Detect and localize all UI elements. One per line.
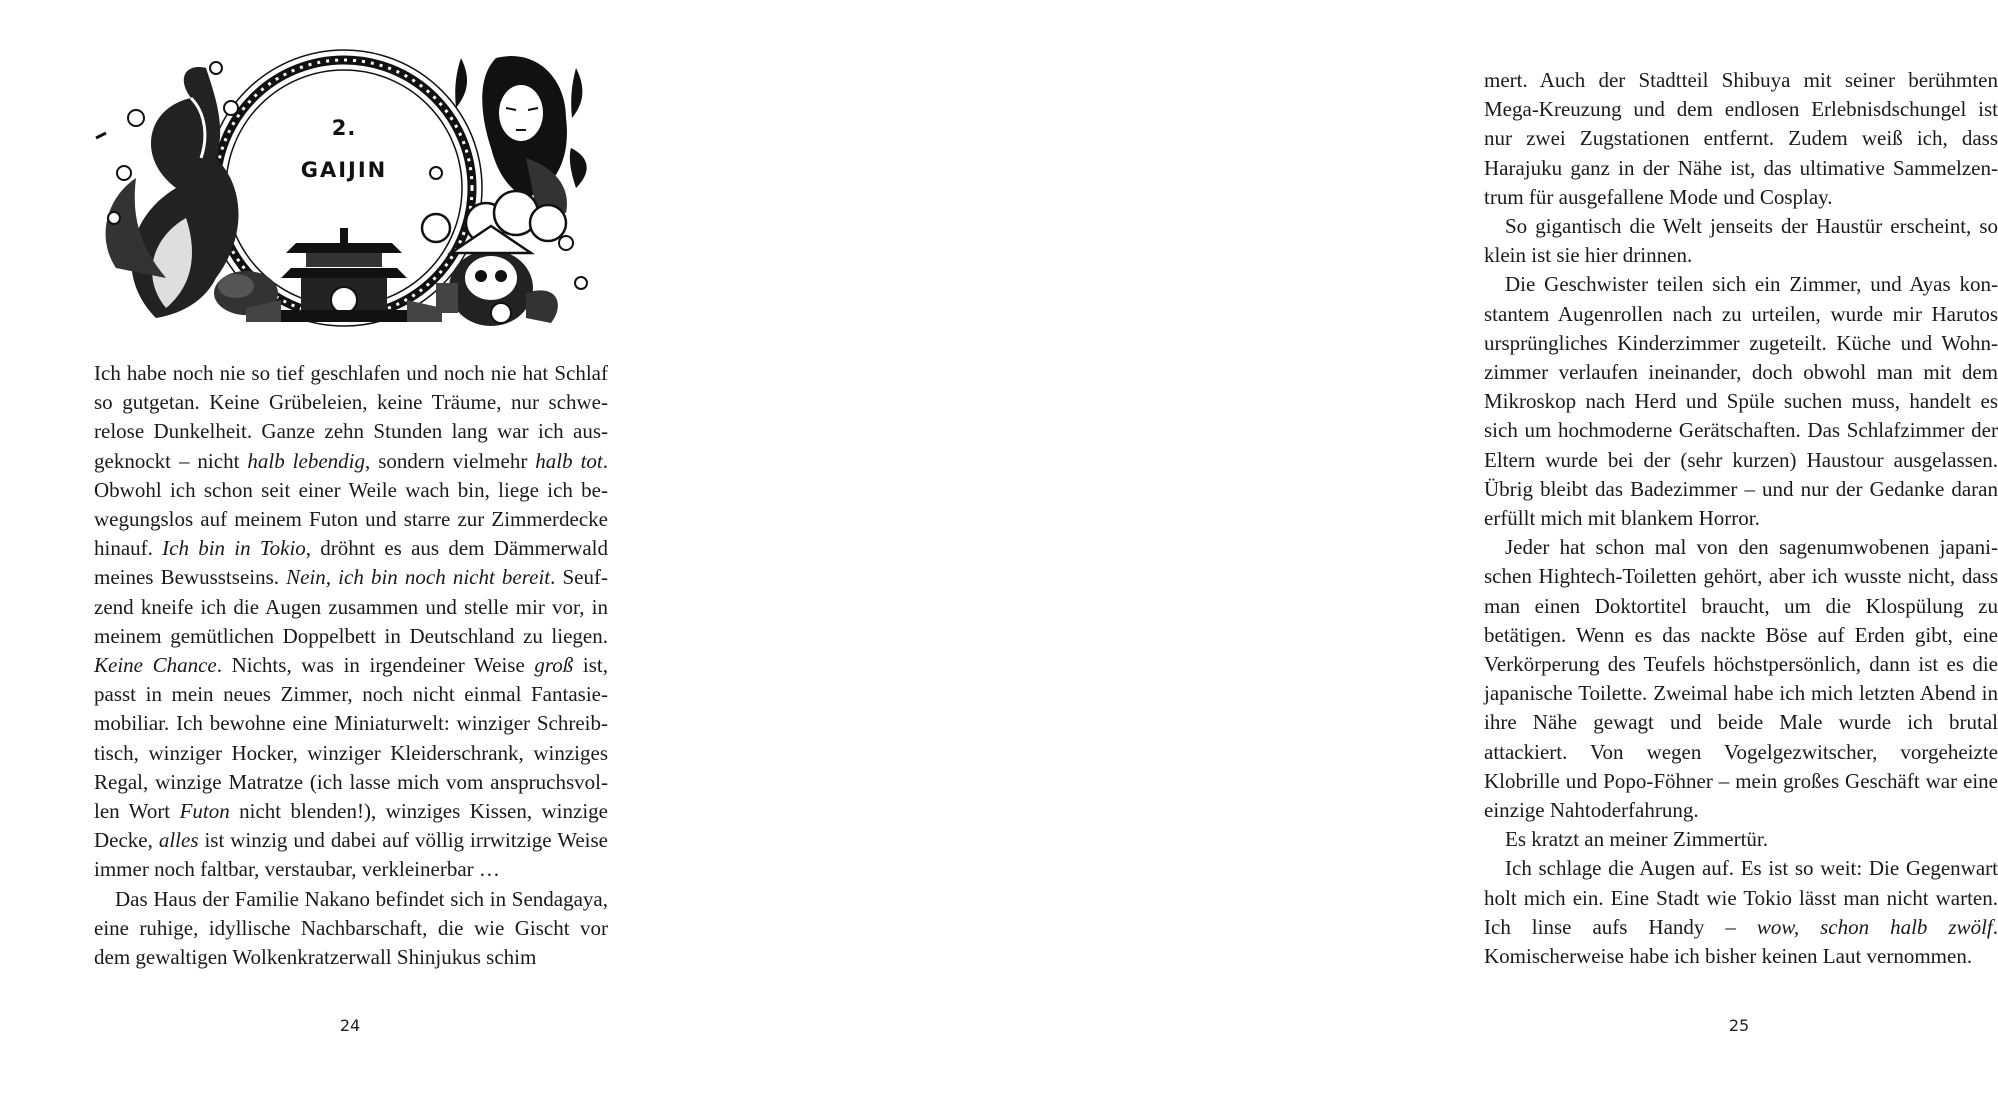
italic-text: halb lebendig: [247, 448, 365, 473]
italic-text: Keine Chance: [94, 653, 217, 678]
paragraph: [1484, 66, 1998, 212]
paragraph: [1484, 533, 1998, 825]
italic-text: Futon: [179, 799, 230, 824]
chapter-title: GAIJIN: [300, 158, 388, 182]
paragraph: [1484, 854, 1998, 971]
text-run: Ich schlage die Augen auf. Es ist so weit: Die Gegenwart holt mich ein. Eine Stadt wie Tokio lässt man nicht warten. Ich linse aufs Handy –: [1484, 856, 1998, 939]
italic-text: halb tot: [535, 448, 603, 473]
text-run: . Nichts, was in irgendeiner Weise: [216, 653, 535, 678]
text-run: , sondern vielmehr: [365, 448, 536, 473]
text-run: So gigantisch die Welt jenseits der Haustür erscheint, so klein ist sie hier drinnen.: [1484, 214, 1998, 268]
right-page-number: 25: [1728, 1016, 1750, 1035]
italic-text: Nein, ich bin noch nicht bereit: [286, 565, 551, 590]
text-run: . Seufzend kneife ich die Augen zusammen und stelle mir vor, in meinem gemütlichen Doppelbett in Deutschland zu liegen.: [94, 565, 608, 648]
text-run: Es kratzt an meiner Zimmertür.: [1505, 827, 1768, 852]
text-run: Die Geschwister teilen sich ein Zimmer, und Ayas konstantem Augenrollen nach zu urteilen, wurde mir Harutos ursprüngliches Kinderzimmer zugeteilt. Küche und Wohnzimmer verlaufen ineinander, doch obwohl man mit dem Mikroskop nach Herd und Spüle suchen muss, handelt es sich um hochmoderne Gerätschaften. Das Schlafzimmer der Eltern wurde bei der (sehr kurzen) Haustour ausgelassen. Übrig bleibt das Badezimmer – und nur der Gedanke daran erfüllt mich mit blankem Horror.: [1484, 272, 1998, 531]
paragraph: [94, 359, 608, 885]
italic-text: Ich bin in Tokio: [162, 536, 306, 561]
text-run: ist winzig und dabei auf völlig irrwitzige Weise immer noch faltbar, verstaubar, verkleinerbar …: [94, 828, 608, 882]
left-page-text: [94, 359, 608, 972]
text-run: ist, passt in mein neues Zimmer, noch nicht einmal Fantasiemobiliar. Ich bewohne eine Miniaturwelt: winziger Schreibtisch, winziger Hocker, winziger Kleiderschrank, winziges Regal, winzige Matratze (ich lasse mich vom anspruchsvollen Wort: [94, 653, 608, 824]
text-run: Jeder hat schon mal von den sagenumwobenen japanischen Hightech-Toiletten gehört, aber ich wusste nicht, dass man einen Doktortitel braucht, um die Klospülung zu betätigen. Wenn es das nackte Böse auf Erden gibt, eine Verkörperung des Teufels höchstpersönlich, dann ist es die japanische Toilette. Zweimal habe ich mich letzten Abend in ihre Nähe gewagt und beide Male wurde ich brutal attackiert. Von wegen Vogelgezwitscher, vorgeheizte Klobrille und Popo-Föhner – mein großes Geschäft war eine einzige Nahtoderfahrung.: [1484, 535, 1998, 823]
text-run: . Komischerweise habe ich bisher keinen Laut vernommen.: [1484, 914, 1998, 969]
paragraph: [1484, 212, 1998, 270]
italic-text: groß: [534, 653, 574, 678]
text-run: nicht blenden!), winziges Kissen, winzige Decke,: [94, 799, 608, 853]
text-run: , dröhnt es aus dem Dämmerwald meines Bewusstseins.: [94, 536, 609, 590]
italic-text: wow, schon halb zwölf: [1756, 914, 1993, 939]
chapter-number: 2.: [331, 116, 357, 140]
text-run: mert. Auch der Stadtteil Shibuya mit seiner berühmten Mega-Kreuzung und dem endlosen Erlebnisdschungel ist nur zwei Zugstationen entfernt. Zudem weiß ich, dass Harajuku ganz in der Nähe ist, das ultimative Sammelzentrum für ausgefallene Mode und Cosplay.: [1484, 68, 1998, 209]
text-run: Das Haus der Familie Nakano befindet sich in Sendagaya, eine ruhige, idyllische Nachbarschaft, die wie Gischt vor dem gewaltigen Wolkenkratzerwall Shinjukus schim: [94, 886, 608, 970]
text-run: Ich habe noch nie so tief geschlafen und noch nie hat Schlaf so gutgetan. Keine Grübeleien, keine Träume, nur schwerelose Dunkelheit. Ganze zehn Stunden lang war ich ausgeknockt – nicht: [94, 361, 608, 473]
paragraph: [94, 885, 608, 973]
chapter-illustration: [96, 38, 592, 328]
left-page: [0, 0, 697, 1104]
left-page-number: 24: [339, 1016, 361, 1035]
paragraph: [1484, 270, 1998, 533]
paragraph: [1484, 825, 1998, 854]
right-page-text: [1484, 66, 1998, 971]
right-page: [697, 0, 1998, 1104]
text-run: . Obwohl ich schon seit einer Weile wach bin, liege ich bewegungslos auf meinem Futon und starre zur Zimmerdecke hinauf.: [94, 448, 609, 561]
italic-text: alles: [158, 828, 199, 853]
